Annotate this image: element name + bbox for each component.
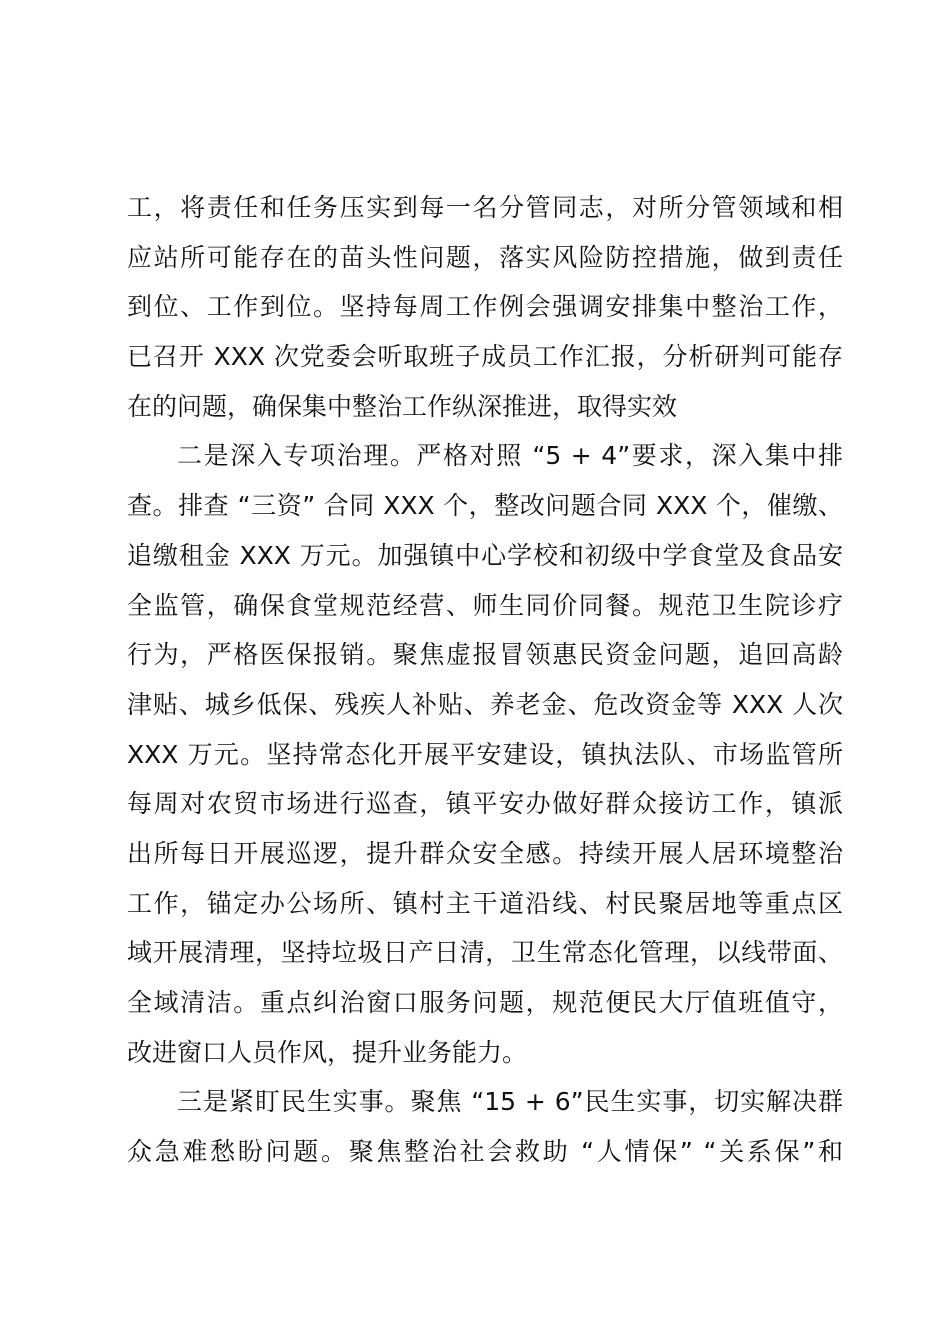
text-line: 工，将责任和任务压实到每一名分管同志，对所分管领域和相 xyxy=(127,193,843,222)
text-line: 二是深入专项治理。严格对照 “5 + 4”要求，深入集中排 xyxy=(177,441,843,471)
text-line: 域开展清理，坚持垃圾日产日清，卫生常态化管理，以线带面、 xyxy=(127,938,843,968)
text-line: XXX 万元。坚持常态化开展平安建设，镇执法队、市场监管所 xyxy=(127,739,843,769)
text-line: 工作，锚定办公场所、镇村主干道沿线、村民聚居地等重点区 xyxy=(127,888,843,918)
text-line: 全监管，确保食堂规范经营、师生同价同餐。规范卫生院诊疗 xyxy=(127,590,843,620)
text-line: 改进窗口人员作风，提升业务能力。 xyxy=(127,1037,528,1067)
text-line: 应站所可能存在的苗头性问题，落实风险防控措施，做到责任 xyxy=(127,242,843,272)
paragraph-3 xyxy=(127,1077,843,1176)
text-line: 到位、工作到位。坚持每周工作例会强调安排集中整治工作， xyxy=(127,292,843,322)
text-line: 全域清洁。重点纠治窗口服务问题，规范便民大厅值班值守， xyxy=(127,988,843,1017)
text-line: 已召开 XXX 次党委会听取班子成员工作汇报，分析研判可能存 xyxy=(127,342,843,372)
text-line: 在的问题，确保集中整治工作纵深推进，取得实效 xyxy=(127,391,678,421)
text-line: 查。排查 “三资” 合同 XXX 个，整改问题合同 XXX 个，催缴、 xyxy=(127,491,843,521)
text-line: 出所每日开展巡逻，提升群众安全感。持续开展人居环境整治 xyxy=(127,838,843,868)
paragraph-1 xyxy=(127,183,843,431)
text-line: 每周对农贸市场进行巡查，镇平安办做好群众接访工作，镇派 xyxy=(127,789,843,819)
text-line: 三是紧盯民生实事。聚焦 “15 + 6”民生实事，切实解决群 xyxy=(177,1087,843,1117)
text-line: 津贴、城乡低保、残疾人补贴、养老金、危改资金等 XXX 人次 xyxy=(127,689,843,719)
document-body xyxy=(127,183,843,1177)
paragraph-2 xyxy=(127,431,843,1077)
text-line: 行为，严格医保报销。聚焦虚报冒领惠民资金问题，追回高龄 xyxy=(127,640,843,670)
text-line: 众急难愁盼问题。聚焦整治社会救助 “人情保” “关系保”和 xyxy=(127,1137,843,1167)
text-line: 追缴租金 XXX 万元。加强镇中心学校和初级中学食堂及食品安 xyxy=(127,540,843,570)
